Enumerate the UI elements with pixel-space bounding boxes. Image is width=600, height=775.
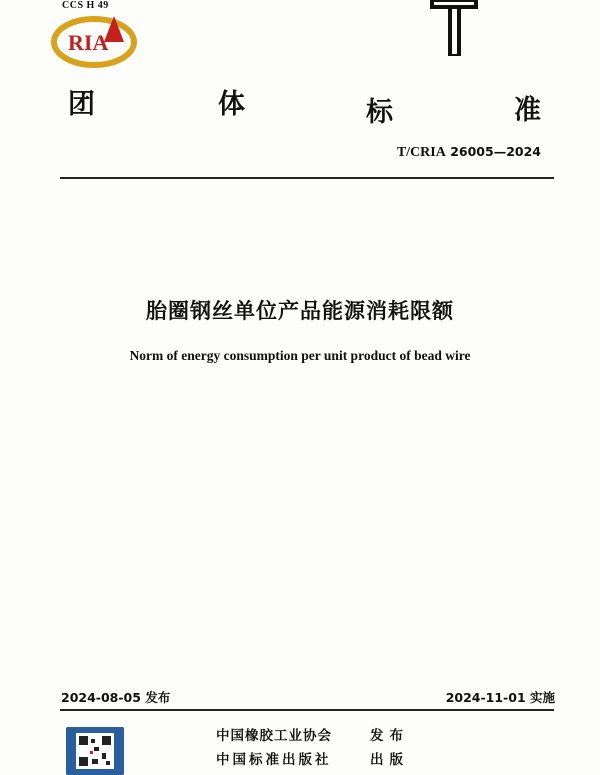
top-rule — [60, 177, 554, 179]
implement-date: 2024-11-01 实施 — [445, 690, 555, 705]
doc-type-char-2: 体 — [218, 89, 245, 120]
doc-type-char-3: 标 — [366, 97, 393, 128]
standard-type-mark — [430, 0, 478, 56]
ccs-code: CCS H 49 — [62, 0, 109, 11]
publish-date: 2024-08-05 发布 — [61, 690, 171, 705]
qr-code-icon — [66, 727, 124, 775]
cria-logo — [50, 10, 142, 68]
publisher-org-1: 中国橡胶工业协会 — [216, 728, 332, 744]
publisher-action-2: 出版 — [370, 752, 409, 768]
publisher-org-2: 中国标准出版社 — [216, 752, 332, 768]
bottom-rule — [60, 709, 554, 711]
standard-suffix: 26005—2024 — [450, 144, 541, 159]
chinese-title: 胎圈钢丝单位产品能源消耗限额 — [146, 299, 454, 323]
standard-number — [397, 144, 541, 161]
publisher-action-1: 发布 — [370, 728, 409, 744]
doc-type-char-4: 准 — [514, 95, 541, 126]
logo-text: RIA — [68, 30, 109, 55]
english-title: Norm of energy consumption per unit product of bead wire — [129, 348, 471, 363]
standard-prefix: T/CRIA — [396, 145, 446, 160]
doc-type-char-1: 团 — [68, 89, 95, 120]
